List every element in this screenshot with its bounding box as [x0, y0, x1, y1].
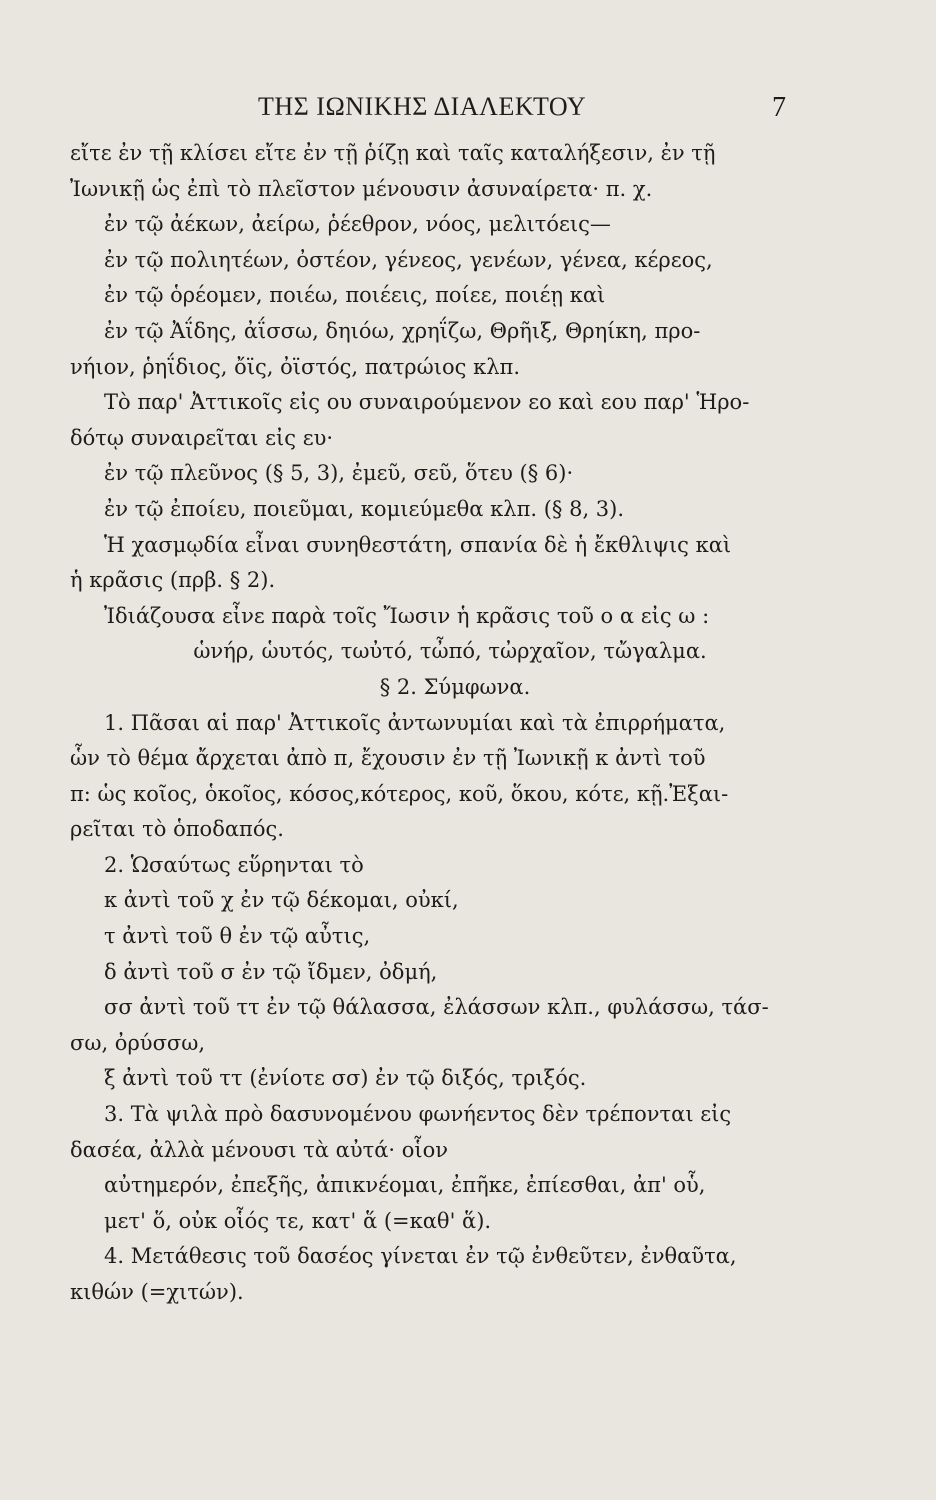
text-line: ὡνήρ, ὡυτός, τωὐτό, τὦπό, τὠρχαῖον, τὤγαλμα.: [193, 639, 707, 664]
text-line: εἴτε ἐν τῇ κλίσει εἴτε ἐν τῇ ῥίζῃ καὶ ταῖς καταλήξεσιν, ἐν τῇ: [70, 141, 716, 165]
text-line: ρεῖται τὸ ὁποδαπός.: [70, 817, 284, 842]
text-line: ἐν τῷ πλεῦνος (§ 5, 3), ἐμεῦ, σεῦ, ὅτευ (§ 6)·: [104, 461, 574, 486]
text-line: Ἰωνικῇ ὡς ἐπὶ τὸ πλεῖστον μένουσιν ἀσυναίρετα· π. χ.: [70, 176, 653, 201]
text-line: ἐν τῷ ἀέκων, ἀείρω, ῥέεθρον, νόος, μελιτόεις—: [104, 212, 611, 237]
text-line: 1. Πᾶσαι αἱ παρ' Ἀττικοῖς ἀντωνυμίαι καὶ τὰ ἐπιρρήματα,: [104, 710, 726, 735]
text-line: ἡ κρᾶσις (πρβ. § 2).: [70, 568, 276, 593]
body-text: [70, 136, 800, 1311]
text-line: νήιον, ῥηΐδιος, ὄϊς, ὀϊστός, πατρώιος κλπ.: [70, 354, 521, 379]
text-line: Τὸ παρ' Ἀττικοῖς εἰς ου συναιρούμενον εο καὶ εου παρ' Ἡρο-: [104, 390, 750, 415]
text-line: ἐν τῷ ὁρέομεν, ποιέω, ποιέεις, ποίεε, ποιέῃ καὶ: [104, 283, 606, 308]
text-line: σσ ἀντὶ τοῦ ττ ἐν τῷ θάλασσα, ἐλάσσων κλπ., φυλάσσω, τάσ-: [104, 995, 769, 1020]
text-line: ἐν τῷ πολιητέων, ὀστέον, γένεος, γενέων, γένεα, κέρεος,: [104, 247, 713, 272]
text-line: τ ἀντὶ τοῦ θ ἐν τῷ αὖτις,: [104, 924, 371, 949]
text-line: αὐτημερόν, ἐπεξῆς, ἀπικνέομαι, ἐπῆκε, ἐπίεσθαι, ἀπ' οὗ,: [104, 1173, 706, 1198]
text-line: ξ ἀντὶ τοῦ ττ (ἐνίοτε σσ) ἐν τῷ διξός, τριξός.: [104, 1066, 587, 1091]
text-line: 2. Ὡσαύτως εὕρηνται τὸ: [104, 852, 364, 877]
text-line: Ἰδιάζουσα εἶνε παρὰ τοῖς Ἴωσιν ἡ κρᾶσις τοῦ ο α εἰς ω :: [104, 603, 710, 628]
text-line: ὧν τὸ θέμα ἄρχεται ἀπὸ π, ἔχουσιν ἐν τῇ Ἰωνικῇ κ ἀντὶ τοῦ: [70, 746, 706, 771]
running-title: ΤΗΣ ΙΩΝΙΚΗΣ ΔΙΑΛΕΚΤΟΥ: [258, 92, 587, 121]
text-line: ἐν τῷ ἐποίευ, ποιεῦμαι, κομιεύμεθα κλπ. (§ 8, 3).: [104, 496, 625, 521]
text-line: 3. Τὰ ψιλὰ πρὸ δασυνομένου φωνήεντος δὲν τρέπονται εἰς: [104, 1102, 732, 1127]
text-line: Ἡ χασμῳδία εἶναι συνηθεστάτη, σπανία δὲ ἡ ἔκθλιψις καὶ: [104, 532, 732, 557]
text-line: δ ἀντὶ τοῦ σ ἐν τῷ ἴδμεν, ὀδμή,: [104, 959, 438, 984]
text-line: § 2. Σύμφωνα.: [379, 674, 531, 699]
text-line: π: ὡς κοῖος, ὁκοῖος, κόσος,κότερος, κοῦ, ὅκου, κότε, κῇ.Ἐξαι-: [70, 781, 729, 806]
text-line: 4. Μετάθεσις τοῦ δασέος γίνεται ἐν τῷ ἐνθεῦτεν, ἐνθαῦτα,: [104, 1244, 737, 1269]
page-header: [0, 92, 936, 132]
text-line: ἐν τῷ Ἀΐδης, ἀΐσσω, δηιόω, χρηΐζω, Θρῆιξ, Θρηίκη, προ-: [104, 318, 701, 343]
page-number: 7: [772, 92, 786, 123]
text-line: κ ἀντὶ τοῦ χ ἐν τῷ δέκομαι, οὐκί,: [104, 888, 459, 913]
text-line: σω, ὀρύσσω,: [70, 1030, 206, 1055]
text-line: μετ' ὅ, οὐκ οἷός τε, κατ' ἅ (=καθ' ἅ).: [104, 1208, 492, 1233]
text-line: δασέα, ἀλλὰ μένουσι τὰ αὐτά· οἷον: [70, 1137, 449, 1162]
text-line: κιθών (=χιτών).: [70, 1280, 244, 1304]
text-line: δότῳ συναιρεῖται εἰς ευ·: [70, 425, 334, 450]
